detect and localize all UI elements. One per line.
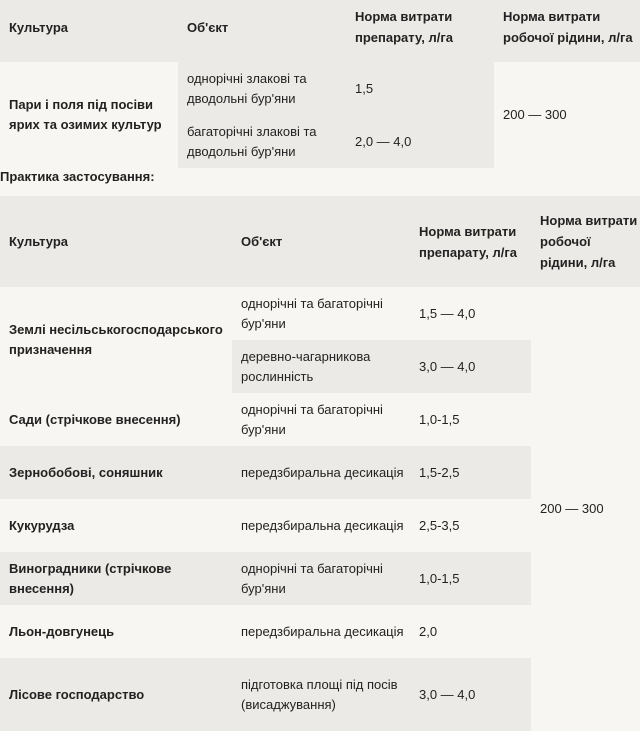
table-header-row xyxy=(0,0,640,62)
header-crop: Культура xyxy=(9,234,69,249)
header-liquid-rate: Норма витрати робочої рідини, л/га xyxy=(540,213,638,270)
rates-table-1 xyxy=(0,0,640,168)
rates-table-2 xyxy=(0,196,640,731)
object-cell: однорічні злакові та дводольні бур'яни xyxy=(178,62,346,116)
crop-cell: Виноградники (стрічкове внесення) xyxy=(9,560,172,596)
rate-cell: 3,0 — 4,0 xyxy=(410,340,531,393)
header-liquid-rate: Норма витрати робочої рідини, л/га xyxy=(503,9,633,45)
object-cell: багаторічні злакові та дводольні бур'яни xyxy=(178,116,346,168)
header-product-rate: Норма витрати препарату, л/га xyxy=(355,9,453,45)
object-cell: однорічні та багаторічні бур'яни xyxy=(241,560,383,596)
liquid-rate-cell: 200 — 300 xyxy=(531,287,640,731)
crop-cell: Землі несільськогосподарського призначення xyxy=(9,322,223,357)
object-cell: передзбиральна десикація xyxy=(241,464,404,480)
crop-cell: Лісове господарство xyxy=(9,686,145,702)
crop-cell: Кукурудза xyxy=(9,517,75,533)
rate-cell: 1,5 xyxy=(346,62,494,116)
rate-cell: 2,0 xyxy=(419,623,438,639)
rate-cell: 1,5 — 4,0 xyxy=(419,305,476,321)
section-title: Практика застосування: xyxy=(0,169,155,184)
rate-cell: 1,5-2,5 xyxy=(419,464,460,480)
table-row xyxy=(0,62,640,116)
rate-cell: 1,0-1,5 xyxy=(419,570,460,586)
object-cell: однорічні та багаторічні бур'яни xyxy=(241,401,383,437)
table-header-row xyxy=(0,196,640,287)
object-cell: однорічні та багаторічні бур'яни xyxy=(241,295,383,331)
crop-cell: Пари і поля під посіви ярих та озимих культур xyxy=(0,62,178,168)
object-cell: деревно-чагарникова рослинність xyxy=(232,340,410,393)
object-cell: передзбиральна десикація xyxy=(241,517,404,533)
header-product-rate: Норма витрати препарату, л/га xyxy=(419,223,517,260)
liquid-rate-cell: 200 — 300 xyxy=(494,62,640,168)
crop-cell: Зернобобові, соняшник xyxy=(9,464,163,480)
header-object: Об'єкт xyxy=(241,234,283,249)
table-row xyxy=(0,287,640,340)
header-crop: Культура xyxy=(9,19,69,35)
rate-cell: 3,0 — 4,0 xyxy=(419,686,476,702)
rate-cell: 2,0 — 4,0 xyxy=(346,116,494,168)
crop-cell: Сади (стрічкове внесення) xyxy=(9,411,181,427)
crop-cell: Льон-довгунець xyxy=(9,623,115,639)
object-cell: підготовка площі під посів (висаджування) xyxy=(241,676,398,712)
header-object: Об'єкт xyxy=(187,19,229,35)
object-cell: передзбиральна десикація xyxy=(241,623,404,639)
rate-cell: 1,0-1,5 xyxy=(419,411,460,427)
rate-cell: 2,5-3,5 xyxy=(419,517,460,533)
